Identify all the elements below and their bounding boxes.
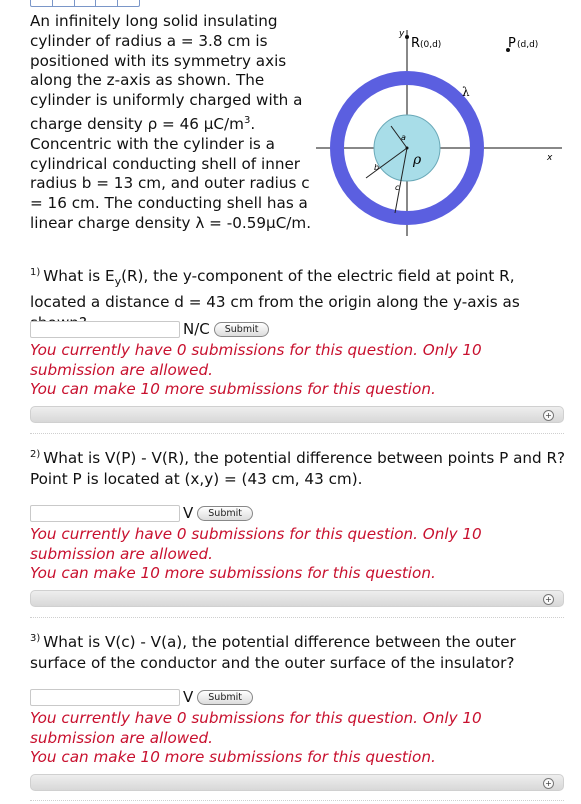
intro-text-1: An infinitely long solid insulating cylinder of radius a = 3.8 cm is positioned with its symmetry axis along the z-axis as shown. The cylinder is uniformly charged with a charge density ρ = 46 μC/m [30, 12, 303, 134]
y-axis-label: y [399, 29, 405, 39]
expand-plus-icon[interactable]: + [543, 594, 554, 605]
question-1-text-pre: What is E [43, 267, 115, 285]
question-3-number: 3) [30, 632, 41, 644]
question-2-submit-button[interactable]: Submit [197, 506, 253, 521]
question-1-submit-button[interactable]: Submit [214, 322, 270, 337]
question-divider [30, 800, 564, 801]
rho-label: ρ [413, 152, 422, 168]
question-1-status [30, 341, 570, 400]
origin-dot [406, 147, 409, 150]
question-3-unit: V [183, 688, 194, 706]
question-1-subscript: y [114, 275, 122, 289]
cylinder-diagram [312, 24, 574, 238]
question-3-status [30, 709, 570, 768]
question-3-status-line-2: You can make 10 more submissions for this question. [30, 748, 436, 767]
question-3-answer-input[interactable] [30, 689, 180, 706]
x-axis-label: x [547, 153, 553, 163]
question-3-status-line-1: You currently have 0 submissions for this question. Only 10 submission are allowed. [30, 709, 482, 747]
question-divider [30, 433, 564, 434]
question-2-answer-row [30, 503, 253, 523]
question-1-status-line-2: You can make 10 more submissions for this question. [30, 380, 436, 399]
point-r-dot [405, 35, 409, 39]
top-nav-strip[interactable] [30, 0, 140, 7]
question-1-unit: N/C [183, 320, 210, 338]
question-2-status-line-2: You can make 10 more submissions for this question. [30, 564, 436, 583]
expand-plus-icon[interactable]: + [543, 778, 554, 789]
question-2-status [30, 525, 570, 584]
point-r-label: R [411, 36, 421, 51]
radius-a-label: a [401, 133, 406, 142]
point-p-label: P [508, 36, 516, 51]
question-2-answer-input[interactable] [30, 505, 180, 522]
rho-unit-exponent: 3 [243, 114, 251, 126]
question-1-answer-row [30, 319, 269, 339]
question-2 [30, 448, 570, 490]
question-1-expand-bar[interactable] [30, 406, 564, 423]
question-3 [30, 632, 570, 674]
intro-text-2: . Concentric with the cylinder is a cylindrical conducting shell of inner radius b = 13 cm, and outer radius c = 16 cm. The conducting shell has a linear charge density λ = -0.59μC/m. [30, 115, 312, 233]
question-1-text-post: (R), the y-component of the electric field at point R, located a distance d = 43 cm from the origin along the y-axis as [30, 267, 520, 312]
point-p-coords: (d,d) [517, 40, 539, 50]
question-3-answer-row [30, 687, 253, 707]
question-1-answer-input[interactable] [30, 321, 180, 338]
question-3-text: What is V(c) - V(a), the potential difference between the outer surface of the conductor and the outer surface of the insulator? [30, 633, 516, 672]
question-divider [30, 617, 564, 618]
question-2-number: 2) [30, 448, 41, 460]
question-2-unit: V [183, 504, 194, 522]
question-2-text: What is V(P) - V(R), the potential difference between points P and R? Point P is located at (x,y) = (43 cm, 43 cm). [30, 449, 566, 488]
point-r-coords: (0,d) [420, 40, 442, 50]
question-3-expand-bar[interactable] [30, 774, 564, 791]
problem-statement [30, 12, 315, 234]
question-2-status-line-1: You currently have 0 submissions for this question. Only 10 submission are allowed. [30, 525, 482, 563]
question-3-submit-button[interactable]: Submit [197, 690, 253, 705]
radius-c-label: c [395, 183, 400, 192]
question-1-status-line-1: You currently have 0 submissions for this question. Only 10 submission are allowed. [30, 341, 482, 379]
question-1-number: 1) [30, 266, 41, 278]
lambda-label: λ [462, 85, 470, 99]
expand-plus-icon[interactable]: + [543, 410, 554, 421]
radius-b-label: b [374, 163, 380, 172]
question-2-expand-bar[interactable] [30, 590, 564, 607]
